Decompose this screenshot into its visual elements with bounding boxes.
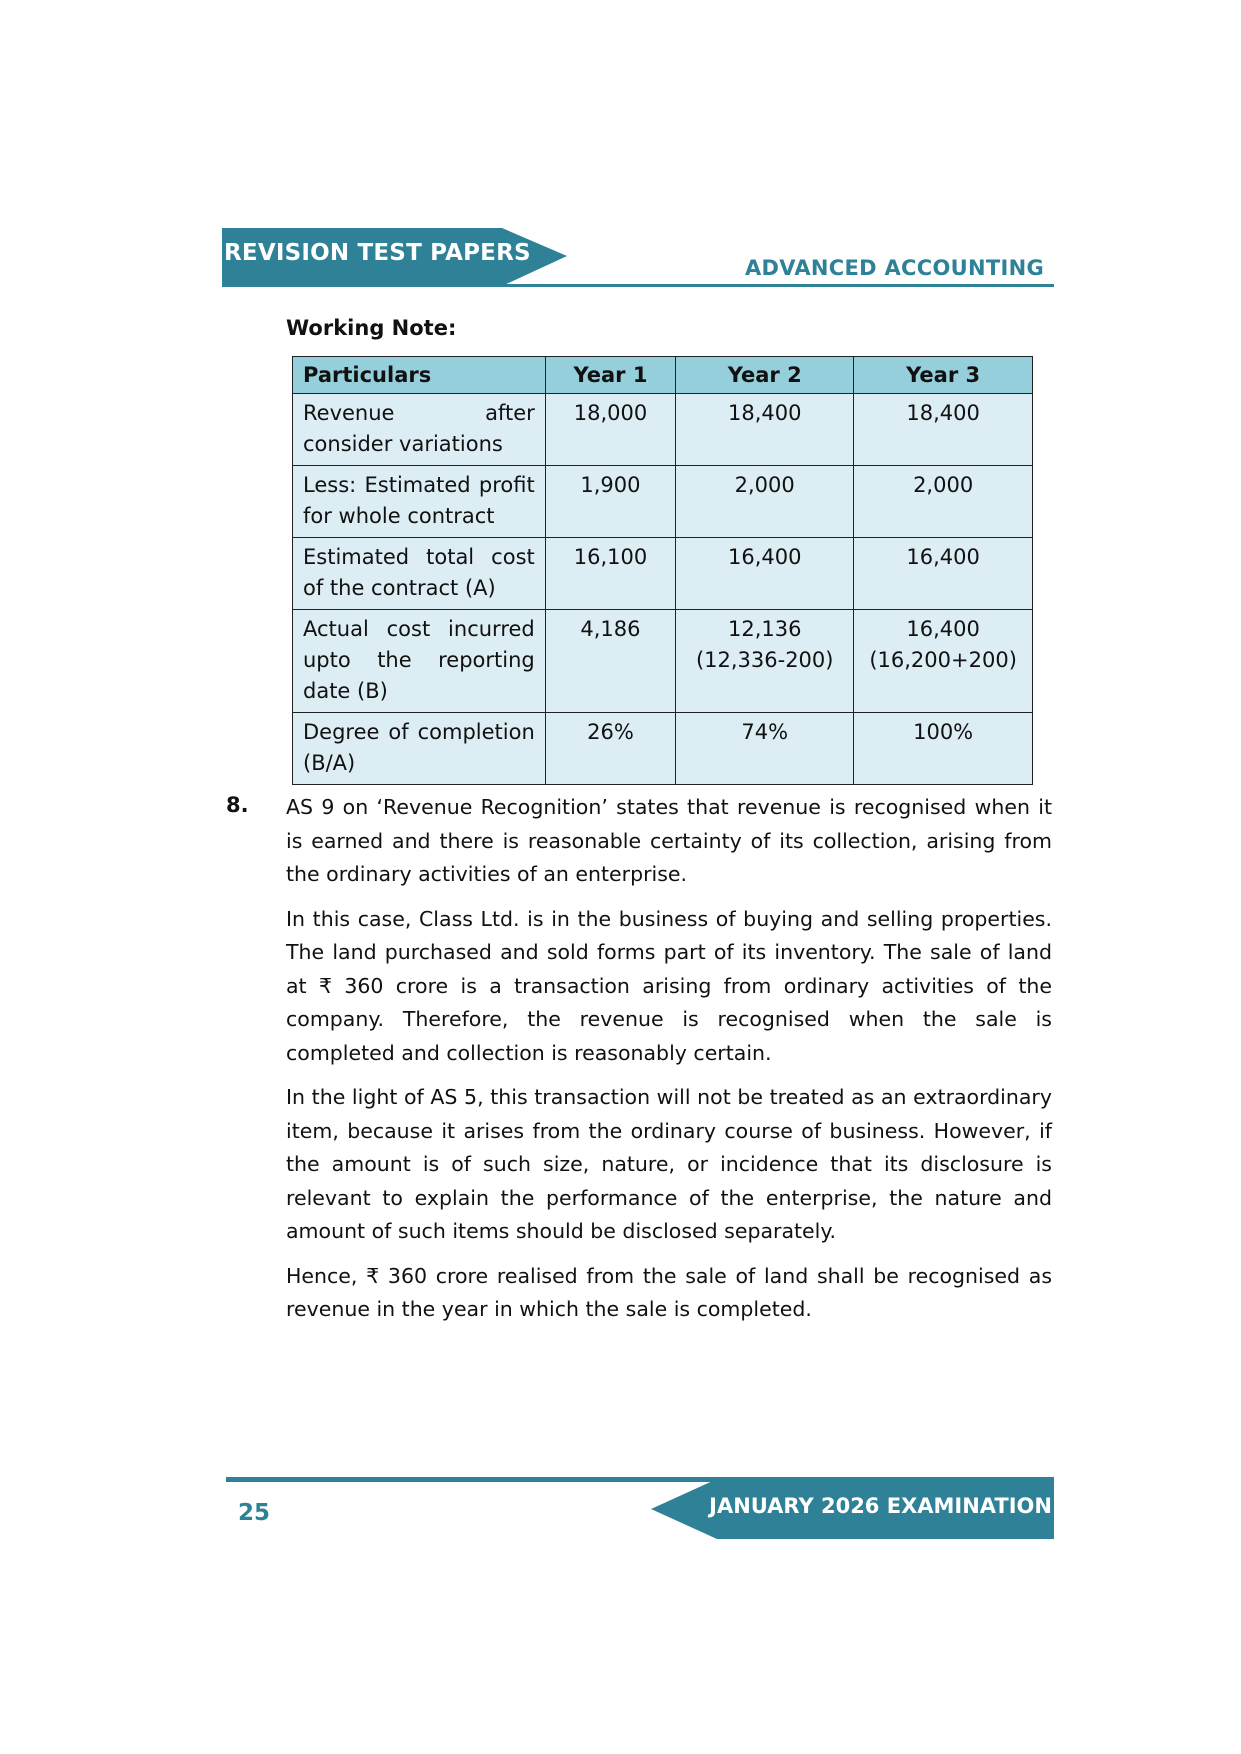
table-row (293, 538, 1033, 610)
year-3-value: 18,400 (906, 401, 980, 425)
column-header-year-1: Year 1 (545, 357, 675, 394)
page-number: 25 (238, 1500, 271, 1526)
year-2-value: 16,400 (727, 545, 802, 569)
year-3-value: 2,000 (913, 473, 974, 497)
year-1-cell (545, 466, 675, 538)
column-header-year-3: Year 3 (854, 357, 1033, 394)
year-1-value: 1,900 (580, 473, 641, 497)
answer-paragraph: In this case, Class Ltd. is in the business of buying and selling properties. The land purchased and sold forms part of its inventory. The sale of land at ₹ 360 crore is a transaction arising from ordinary activities of the company. Therefore, the revenue is recognised when the sale is completed and collection is reasonably certain. (286, 906, 1052, 1065)
year-3-cell (854, 610, 1033, 713)
year-2-cell (676, 466, 854, 538)
working-note-title: Working Note: (286, 316, 457, 340)
table-row (293, 610, 1033, 713)
answer-paragraph: AS 9 on ‘Revenue Recognition’ states that revenue is recognised when it is earned and there is reasonable certainty of its collection, arising from the ordinary activities of an enterprise. (286, 795, 1052, 886)
header-banner (222, 228, 567, 286)
year-2-value: 18,400 (727, 401, 802, 425)
year-2-calculation: (12,336-200) (695, 648, 834, 672)
year-2-value: 74% (741, 720, 789, 744)
answer-paragraph: In the light of AS 5, this transaction will not be treated as an extraordinary item, because it arises from the ordinary course of business. However, if the amount is of such size, nature, or incidence that its disclosure is relevant to explain the performance of the enterprise, the nature and amount of such items should be disclosed separately. (286, 1085, 1052, 1243)
year-2-cell (676, 610, 854, 713)
table-row (293, 466, 1033, 538)
year-3-cell (854, 394, 1033, 466)
year-1-cell (545, 610, 675, 713)
year-2-cell (676, 713, 854, 785)
year-1-value: 26% (587, 720, 634, 744)
year-1-cell (545, 538, 675, 610)
column-header-year-2: Year 2 (676, 357, 854, 394)
year-3-value: 100% (913, 720, 974, 744)
table-row (293, 713, 1033, 785)
working-note-table (292, 356, 1033, 785)
year-2-cell (676, 538, 854, 610)
answer-body (286, 791, 1052, 1338)
year-1-cell (545, 394, 675, 466)
header-banner-title: REVISION TEST PAPERS (224, 240, 531, 266)
particular-cell: Revenue after consider variations (293, 394, 546, 466)
footer-exam-title: JANUARY 2026 EXAMINATION (709, 1494, 1052, 1518)
year-1-value: 4,186 (580, 617, 641, 641)
year-2-value: 2,000 (734, 473, 795, 497)
particular-cell: Degree of completion (B/A) (293, 713, 546, 785)
table-header-row (293, 357, 1033, 394)
particular-cell: Estimated total cost of the contract (A) (293, 538, 546, 610)
footer-banner (651, 1479, 1054, 1539)
year-3-value: 16,400 (906, 617, 980, 641)
answer-paragraph: Hence, ₹ 360 crore realised from the sale of land shall be recognised as revenue in the year in which the sale is completed. (286, 1263, 1052, 1321)
particular-cell: Less: Estimated profit for whole contract (293, 466, 546, 538)
table-row (293, 394, 1033, 466)
column-header-particulars: Particulars (293, 357, 546, 394)
year-1-cell (545, 713, 675, 785)
year-1-value: 18,000 (573, 401, 648, 425)
question-number: 8. (226, 793, 249, 817)
year-3-calculation: (16,200+200) (869, 648, 1017, 672)
year-1-value: 16,100 (573, 545, 648, 569)
header-subject: ADVANCED ACCOUNTING (744, 256, 1044, 280)
year-3-cell (854, 466, 1033, 538)
header-rule (222, 284, 1054, 287)
year-3-value: 16,400 (906, 545, 980, 569)
year-3-cell (854, 713, 1033, 785)
year-3-cell (854, 538, 1033, 610)
year-2-value: 12,136 (727, 617, 802, 641)
particular-cell: Actual cost incurred upto the reporting date (B) (293, 610, 546, 713)
year-2-cell (676, 394, 854, 466)
